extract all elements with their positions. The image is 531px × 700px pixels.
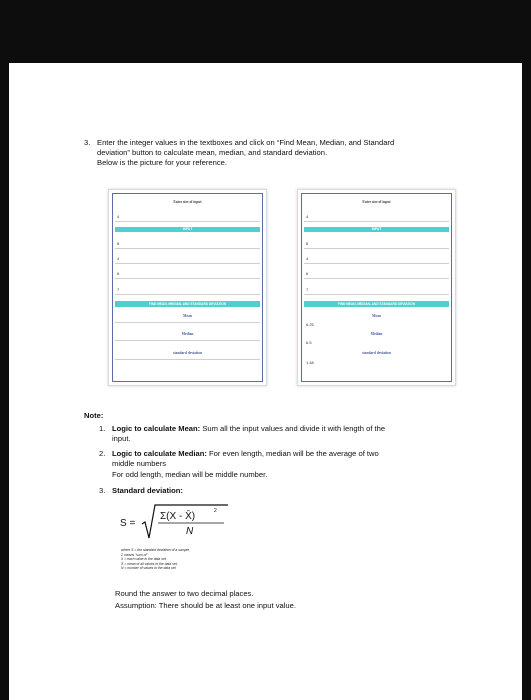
find-mean-median-std-button[interactable]: FIND MEAN, MEDIAN, AND STANDARD DEVIATION	[304, 301, 449, 307]
input-field-1[interactable]: 8	[306, 241, 309, 246]
note-heading: Note:	[84, 411, 104, 420]
note-item-mean-title: Logic to calculate Mean:	[112, 424, 201, 433]
find-mean-median-std-button[interactable]: FIND MEAN, MEDIAN, AND STANDARD DEVIATION	[115, 301, 260, 307]
step-line-1: Enter the integer values in the textboxes and click on “Find Mean, Median, and Standard	[97, 138, 395, 147]
input-button[interactable]: INPUT	[304, 227, 449, 232]
mean-label: Mean	[183, 314, 192, 318]
size-input-value[interactable]: 4	[306, 214, 309, 219]
input-field-3[interactable]: 6	[117, 271, 120, 276]
input-field-3[interactable]: 6	[306, 271, 309, 276]
formula-lhs: S =	[120, 518, 136, 529]
input-field-1[interactable]: 8	[117, 241, 120, 246]
right-black-border	[522, 63, 531, 700]
formula-exponent: 2	[214, 508, 217, 514]
assumption-text: Assumption: There should be at least one input value.	[115, 600, 296, 610]
note-item-median-title: Logic to calculate Median:	[112, 449, 207, 458]
median-label: Median	[181, 332, 194, 336]
median-label: Median	[370, 332, 383, 336]
std-deviation-value: 1.48	[306, 360, 314, 365]
input-field-4[interactable]: 7	[306, 287, 309, 292]
mean-value: 6.25	[306, 322, 314, 327]
closing-notes	[115, 588, 296, 611]
rounding-instruction: Round the answer to two decimal places.	[115, 589, 254, 598]
left-black-border	[0, 63, 9, 700]
size-input-value[interactable]: 4	[117, 214, 120, 219]
step-line-3: Below is the picture for your reference.	[97, 158, 227, 168]
panel-title: Enter size of input	[173, 200, 202, 204]
step-line-2: deviation” button to calculate mean, median, and standard deviation.	[97, 148, 328, 158]
step-number: 3.	[84, 138, 91, 147]
panel-title: Enter size of input	[362, 200, 391, 204]
input-field-2[interactable]: 4	[306, 256, 309, 261]
reference-panel-before	[108, 189, 267, 386]
std-deviation-label: standard deviation	[362, 351, 391, 355]
input-field-4[interactable]: 7	[117, 287, 120, 292]
median-value: 6.5	[306, 340, 312, 345]
input-field-2[interactable]: 4	[117, 256, 120, 261]
input-button[interactable]: INPUT	[115, 227, 260, 232]
reference-panel-after	[297, 189, 456, 386]
std-deviation-label: standard deviation	[173, 351, 202, 355]
mean-label: Mean	[372, 314, 381, 318]
std-deviation-formula	[120, 501, 240, 543]
note-item-std-title: Standard deviation:	[112, 486, 183, 495]
formula-legend: where S = the standard deviation of a sample, Σ means "sum of" X = each value in the data set, X̄ = mean of all values in the data set, N = number of values in the data set.	[121, 548, 191, 571]
top-black-bar	[0, 0, 531, 63]
formula-numerator: Σ(X - X̄)	[160, 511, 196, 522]
formula-denominator: N	[186, 526, 194, 537]
